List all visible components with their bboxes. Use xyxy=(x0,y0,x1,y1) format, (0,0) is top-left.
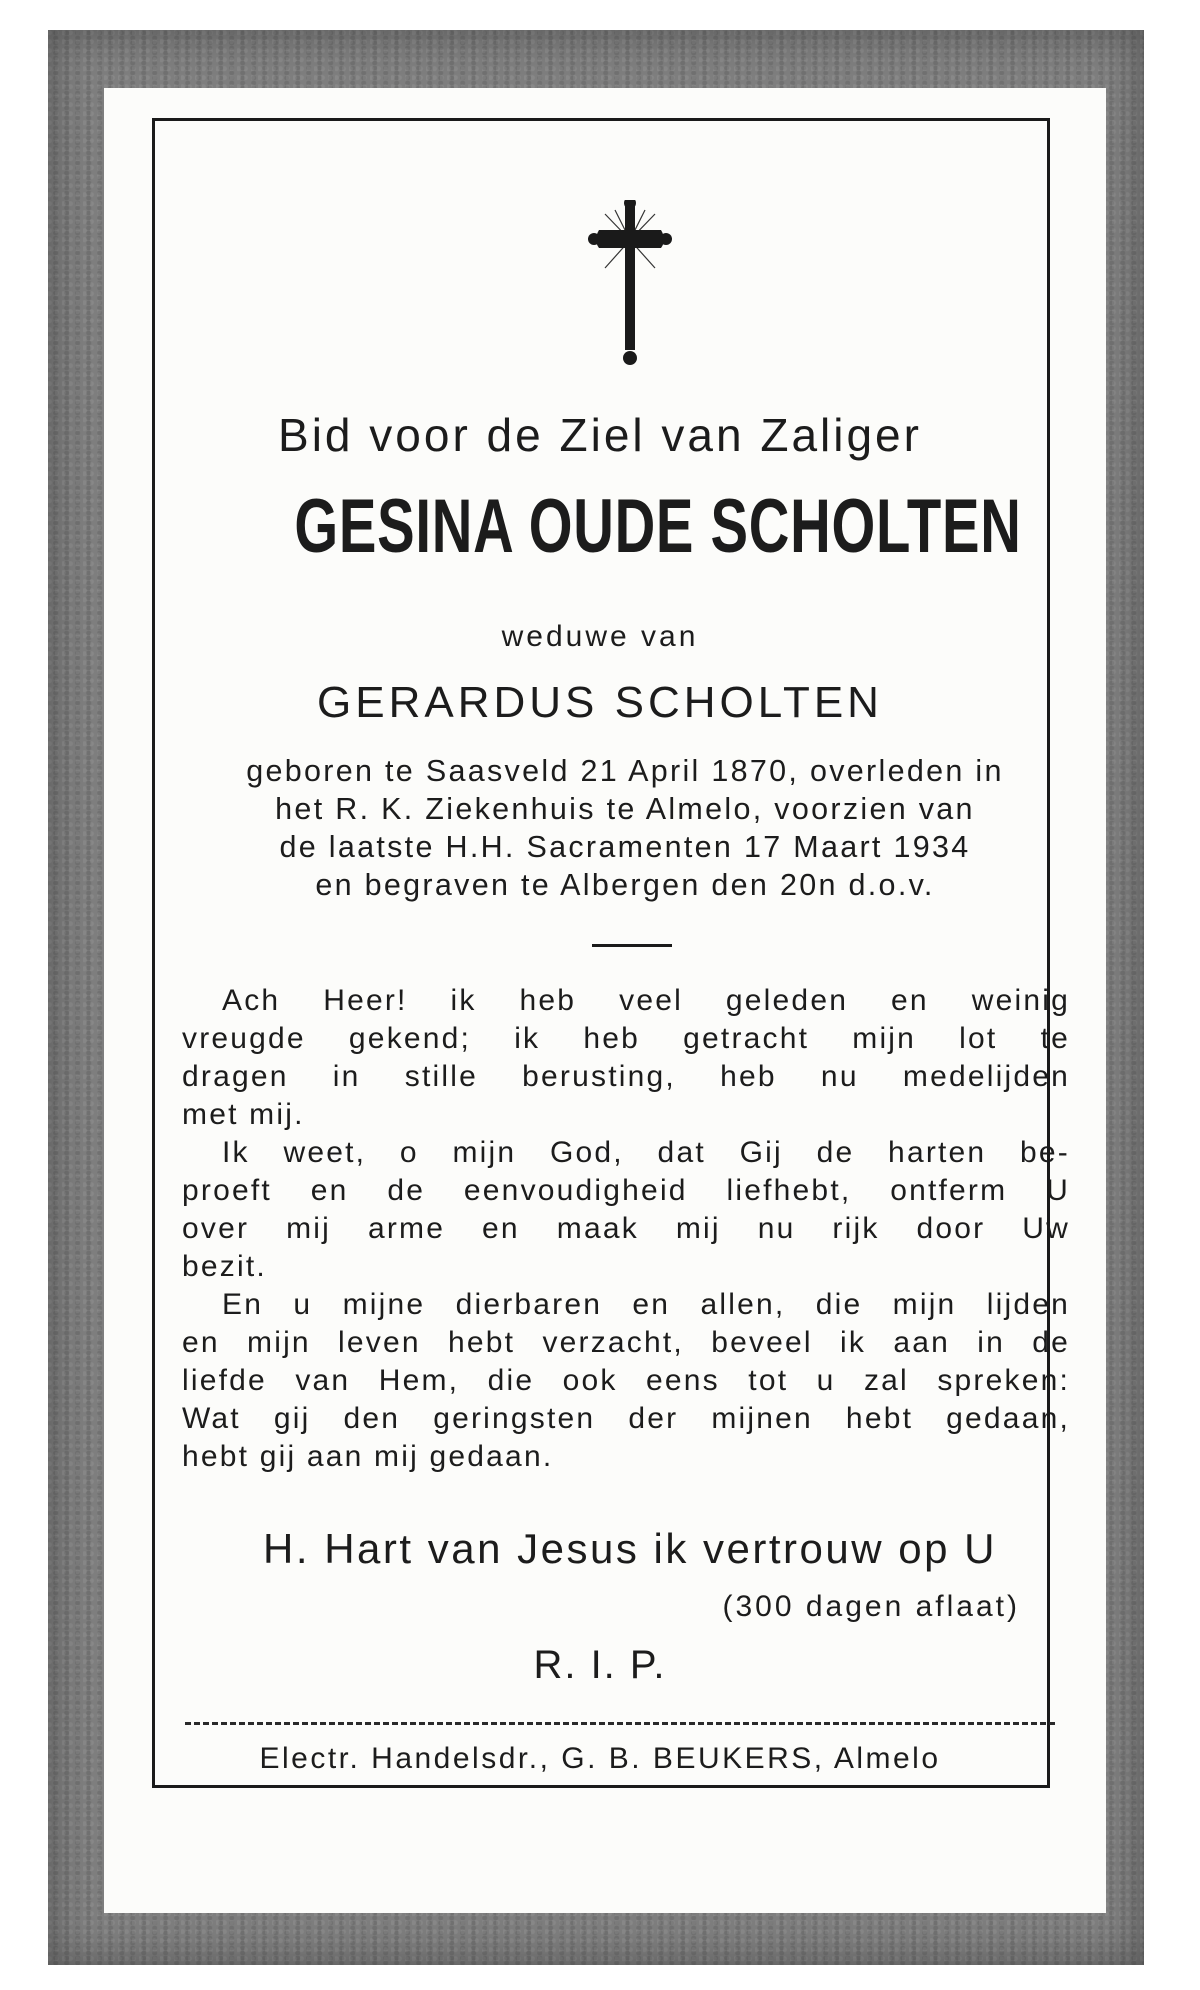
prayer-line: proeft en de eenvoudigheid liefhebt, ontferm U xyxy=(182,1174,1070,1207)
prayer-line: dragen in stille berusting, heb nu medelijden xyxy=(182,1060,1070,1093)
prayer-line: En u mijne dierbaren en allen, die mijn lijden xyxy=(222,1288,1070,1321)
biography-line: geboren te Saasveld 21 April 1870, overleden in xyxy=(246,754,1004,788)
prayer-line: met mij. xyxy=(182,1098,305,1131)
printer-credit: Electr. Handelsdr., G. B. BEUKERS, Almelo xyxy=(259,1742,941,1775)
biography-line: het R. K. Ziekenhuis te Almelo, voorzien van xyxy=(275,792,975,826)
biography xyxy=(185,752,1065,904)
prayer xyxy=(182,982,1070,1476)
prayer-line: Wat gij den geringsten der mijnen hebt gedaan, xyxy=(182,1402,1070,1435)
prayer-line: liefde van Hem, die ook eens tot u zal spreken: xyxy=(182,1364,1070,1397)
biography-line: en begraven te Albergen den 20n d.o.v. xyxy=(315,868,935,902)
prayer-line: Ach Heer! ik heb veel geleden en weinig xyxy=(222,984,1070,1017)
prayer-line: hebt gij aan mij gedaan. xyxy=(182,1440,554,1473)
divider xyxy=(592,944,672,947)
prayer-line: over mij arme en maak mij nu rijk door Uw xyxy=(182,1212,1070,1245)
invocation: Bid voor de Ziel van Zaliger xyxy=(278,409,922,461)
prayer-line: Ik weet, o mijn God, dat Gij de harten be- xyxy=(222,1136,1070,1169)
biography-line: de laatste H.H. Sacramenten 17 Maart 1934 xyxy=(279,830,971,864)
indulgence-note: (300 dagen aflaat) xyxy=(722,1590,1020,1623)
relation: weduwe van xyxy=(501,620,699,653)
prayer-line: bezit. xyxy=(182,1250,267,1283)
deceased-name: GESINA OUDE SCHOLTEN xyxy=(294,484,1022,569)
rip-closing: R. I. P. xyxy=(533,1643,667,1687)
dashed-divider xyxy=(185,1722,1055,1725)
prayer-line: vreugde gekend; ik heb getracht mijn lot te xyxy=(182,1022,1070,1055)
cross-icon xyxy=(575,200,685,370)
prayer-line: en mijn leven hebt verzacht, beveel ik aan in de xyxy=(182,1326,1070,1359)
ejaculation: H. Hart van Jesus ik vertrouw op U xyxy=(263,1525,997,1572)
spouse-name: GERARDUS SCHOLTEN xyxy=(317,678,883,727)
